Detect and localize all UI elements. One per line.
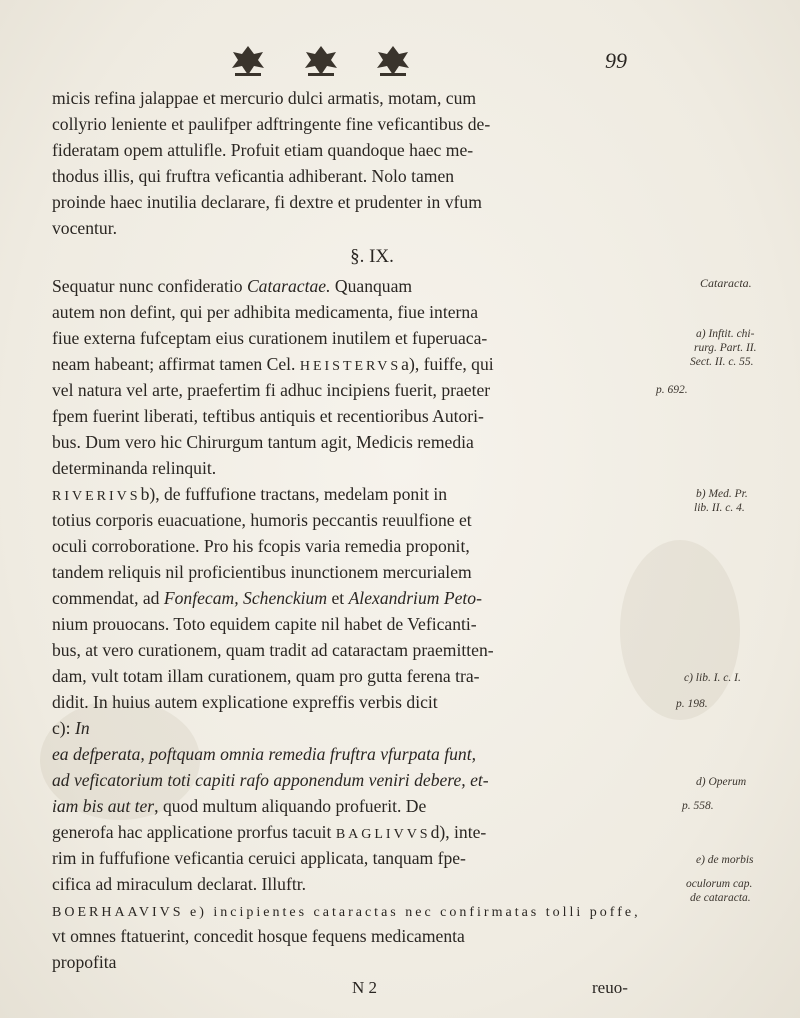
text-line: oculi corroboratione. Pro his fcopis varia remedia proponit, xyxy=(52,536,470,556)
ornament-icon xyxy=(303,44,339,78)
margin-note: p. 692. xyxy=(656,384,688,396)
margin-note: oculorum cap. xyxy=(686,878,753,890)
text-line: vocentur. xyxy=(52,218,117,238)
ornament-icon xyxy=(375,44,411,78)
margin-note: b) Med. Pr. xyxy=(696,488,748,500)
text-line: iam bis aut ter, quod multum aliquando profuerit. De xyxy=(52,796,427,816)
margin-note: de cataracta. xyxy=(690,892,751,904)
text-line: vel natura vel arte, praefertim fi adhuc incipiens fuerit, praeter xyxy=(52,380,491,400)
text-line: totius corporis euacuatione, humoris peccantis reuulfione et xyxy=(52,510,472,530)
text-line: cifica ad miraculum declarat. Illuftr. xyxy=(52,874,307,894)
text-line: neam habeant; affirmat tamen Cel. HEISTERVSa), fuiffe, qui xyxy=(52,354,494,374)
paper-stain xyxy=(620,540,740,720)
page-header xyxy=(0,40,800,80)
text-line: rim in fuffufione veficantia ceruici applicata, tanquam fpe- xyxy=(52,848,466,868)
text-line: fpem fuerint liberati, teftibus antiquis et recentioribus Autori- xyxy=(52,406,484,426)
margin-note: Sect. II. c. 55. xyxy=(690,356,754,368)
margin-note: p. 198. xyxy=(676,698,708,710)
catchword: reuo- xyxy=(592,978,628,997)
text-line: dam, vult totam illam curationem, quam pro gutta ferena tra- xyxy=(52,666,480,686)
text-line: fiue externa fufceptam eius curationem inutilem et fuperuaca- xyxy=(52,328,488,348)
text-line: RIVERIVSb), de fuffufione tractans, medelam ponit in xyxy=(52,484,448,504)
text-line: proinde haec inutilia declarare, fi dextre et prudenter in vfum xyxy=(52,192,482,212)
text-line: collyrio leniente et paulifper adftringente fine veficantibus de- xyxy=(52,114,491,134)
text-line: propofita xyxy=(52,952,117,972)
text-line: fideratam opem attulifle. Profuit etiam quandoque haec me- xyxy=(52,140,474,160)
text-line: autem non defint, qui per adhibita medicamenta, fiue interna xyxy=(52,302,479,322)
text-line: tandem reliquis nil proficientibus inunctionem mercurialem xyxy=(52,562,472,582)
text-line: commendat, ad Fonfecam, Schenckium et Alexandrium Peto- xyxy=(52,588,482,608)
text-line: bus. Dum vero hic Chirurgum tantum agit, Medicis remedia xyxy=(52,432,474,452)
margin-note: d) Operum xyxy=(696,776,747,788)
margin-note: lib. II. c. 4. xyxy=(694,502,745,514)
margin-note: rurg. Part. II. xyxy=(694,342,757,354)
signature-mark: N 2 xyxy=(352,978,378,997)
text-line: bus, at vero curationem, quam tradit ad cataractam praemitten- xyxy=(52,640,494,660)
text-line: generofa hac applicatione prorfus tacuit BAGLIVVSd), inte- xyxy=(52,822,487,842)
text-line: nium prouocans. Toto equidem capite nil habet de Veficanti- xyxy=(52,614,477,634)
margin-note: a) Inftit. chi- xyxy=(696,328,755,340)
text-line: didit. In huius autem explicatione expreffis verbis dicit xyxy=(52,692,438,712)
page-number: 99 xyxy=(605,48,627,73)
text-line: thodus illis, qui fruftra veficantia adhiberant. Nolo tamen xyxy=(52,166,455,186)
text-line: determinanda relinquit. xyxy=(52,458,217,478)
section-heading: §. IX. xyxy=(350,246,394,267)
margin-note: e) de morbis xyxy=(696,854,754,866)
text-line: Sequatur nunc confideratio Cataractae. Quanquam xyxy=(52,276,413,296)
text-line: micis refina jalappae et mercurio dulci armatis, motam, cum xyxy=(52,88,477,108)
margin-note: p. 558. xyxy=(682,800,714,812)
ornament-icon xyxy=(230,44,266,78)
text-line: ea defperata, poftquam omnia remedia fruftra vfurpata funt, xyxy=(52,744,477,764)
margin-note: Cataracta. xyxy=(700,276,752,290)
margin-note: c) lib. I. c. I. xyxy=(684,672,741,684)
text-line: BOERHAAVIVS e) incipientes cataractas nec confirmatas tolli poffe, xyxy=(52,905,641,920)
text-line: vt omnes ftatuerint, concedit hosque fequens medicamenta xyxy=(52,926,465,946)
text-line: ad veficatorium toti capiti rafo apponendum veniri debere, et- xyxy=(52,770,489,790)
text-line: c): In xyxy=(52,718,90,738)
